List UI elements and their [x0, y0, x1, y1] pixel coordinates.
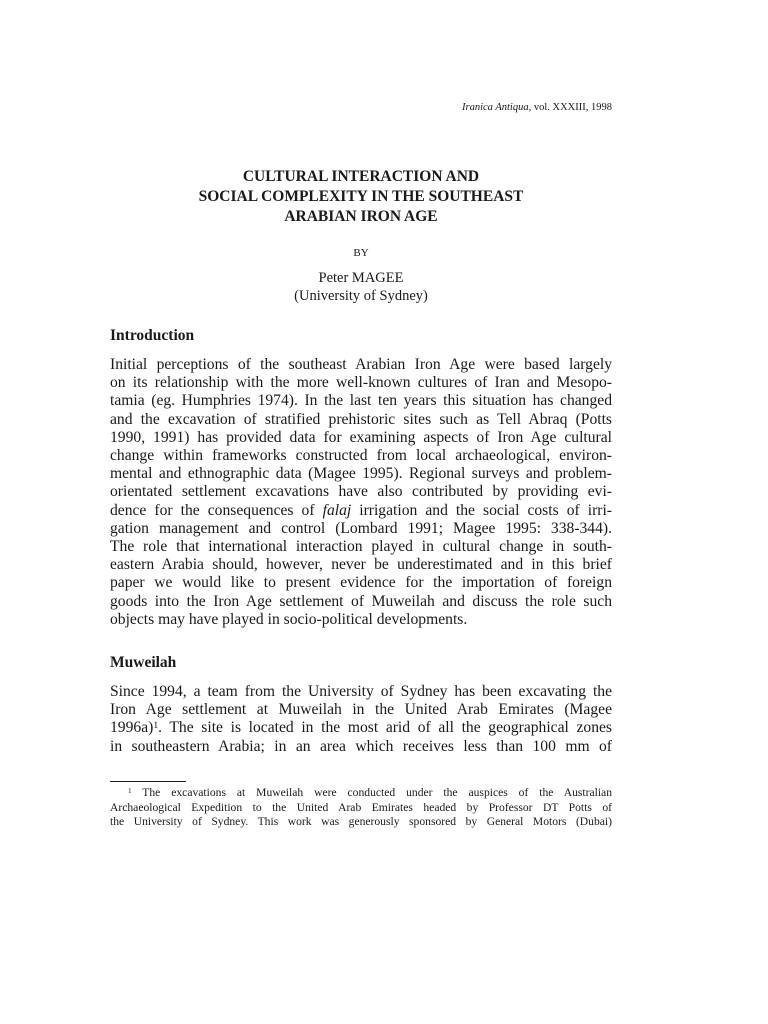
footnote — [110, 786, 612, 830]
journal-header — [462, 102, 612, 113]
journal-name: Iranica Antiqua — [461, 102, 529, 113]
text-line: on its relationship with the more well-known cultures of Iran and Mesopo- — [110, 374, 612, 392]
title-line: SOCIAL COMPLEXITY IN THE SOUTHEAST — [198, 188, 524, 205]
title-line: ARABIAN IRON AGE — [284, 208, 438, 225]
text-line: paper we would like to present evidence for the importation of foreign — [110, 574, 612, 592]
text-line: tamia (eg. Humphries 1974). In the last ten years this situation has changed — [110, 392, 612, 410]
text-line: change within frameworks constructed from local archaeological, environ- — [110, 447, 612, 465]
title-line: CULTURAL INTERACTION AND — [242, 168, 480, 185]
text-line: and the excavation of stratified prehistoric sites such as Tell Abraq (Potts — [110, 410, 612, 428]
text-line — [110, 719, 612, 737]
text-line: Since 1994, a team from the University of Sydney has been excavating the — [110, 683, 612, 700]
text-line: eastern Arabia should, however, never be underestimated and in this brief — [110, 556, 612, 574]
text-line: The role that international interaction played in cultural change in south- — [110, 538, 612, 556]
text-line: Initial perceptions of the southeast Arabian Iron Age were based largely — [110, 356, 612, 373]
footnote-number: 1 — [128, 787, 132, 795]
journal-volume: , vol. XXXIII, 1998 — [528, 102, 612, 113]
section-heading-introduction: Introduction — [110, 327, 195, 344]
by-label: BY — [353, 247, 369, 259]
italic-term: falaj — [322, 501, 352, 519]
text-line — [110, 502, 612, 520]
footnote-text: The excavations at Muweilah were conducted under the auspices of the Australian — [131, 786, 612, 799]
section-heading-muweilah: Muweilah — [110, 654, 177, 671]
text-line: objects may have played in socio-political developments. — [110, 610, 468, 628]
text-line: in southeastern Arabia; in an area which receives less than 100 mm of — [110, 737, 612, 755]
introduction-paragraph — [110, 356, 612, 629]
text-line: 1990, 1991) has provided data for examining aspects of Iron Age cultural — [110, 428, 612, 446]
footnote-marker: 1 — [153, 720, 159, 732]
author-name: Peter MAGEE — [318, 270, 404, 286]
author-affiliation: (University of Sydney) — [294, 288, 428, 304]
muweilah-paragraph — [110, 683, 612, 756]
text-fragment: 1996a) — [110, 719, 154, 737]
text-line: mental and ethnographic data (Magee 1995). Regional surveys and problem- — [110, 465, 612, 483]
text-fragment: dence for the consequences of — [110, 501, 323, 519]
text-fragment: . The site is located in the most arid of all the geographical zones — [158, 719, 612, 737]
text-line: orientated settlement excavations have also contributed by providing evi- — [110, 483, 612, 501]
footnote-line: the University of Sydney. This work was generously sponsored by General Motors (Dubai) — [110, 815, 612, 829]
footnote-line — [110, 786, 612, 801]
text-fragment: irrigation and the social costs of irri- — [351, 501, 612, 519]
text-line: goods into the Iron Age settlement of Muweilah and discuss the role such — [110, 592, 612, 610]
text-line: Iron Age settlement at Muweilah in the United Arab Emirates (Magee — [110, 701, 612, 719]
text-line: gation management and control (Lombard 1991; Magee 1995: 338-344). — [110, 519, 612, 537]
article-title — [110, 167, 612, 227]
footnote-divider — [110, 781, 186, 782]
footnote-line: Archaeological Expedition to the United Arab Emirates headed by Professor DT Potts of — [110, 800, 612, 814]
